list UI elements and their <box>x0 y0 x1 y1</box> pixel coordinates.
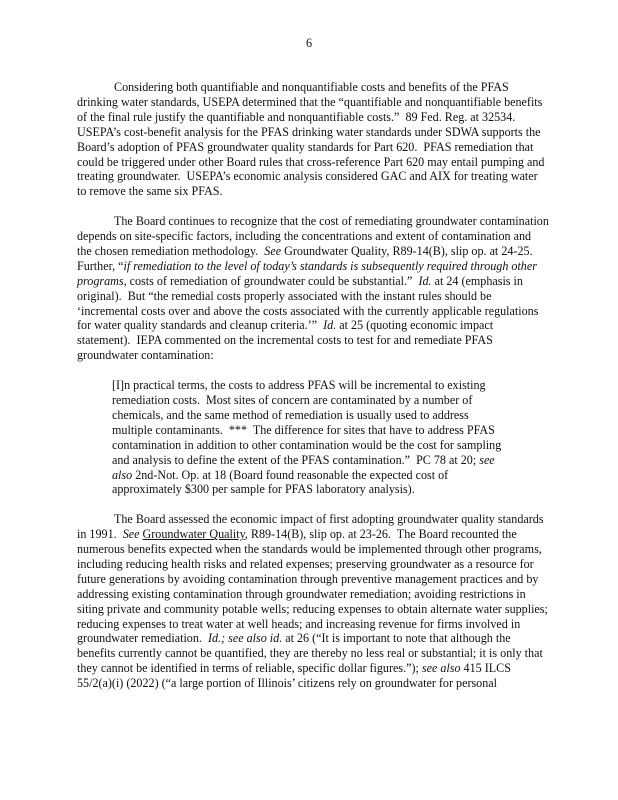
italic-text: Id. <box>323 318 337 333</box>
text-line <box>77 676 547 691</box>
text-line <box>77 348 547 363</box>
document-body <box>77 80 547 706</box>
text-segment: to remove the same six PFAS. <box>77 184 223 199</box>
italic-text: programs <box>77 273 124 288</box>
text-segment: the chosen remediation methodology. <box>77 243 265 258</box>
text-segment: chemicals, and the same method of remediation is usually used to address <box>112 407 469 422</box>
italic-text: Id. <box>418 273 432 288</box>
text-segment: 2nd-Not. Op. at 18 (Board found reasonable the expected cost of <box>132 467 449 482</box>
text-line <box>112 438 547 453</box>
paragraph <box>77 80 547 199</box>
text-line <box>77 661 547 676</box>
italic-text: see <box>479 452 495 467</box>
text-line <box>77 169 547 184</box>
text-line <box>77 95 547 110</box>
text-line <box>77 587 547 602</box>
text-segment: [I]n practical terms, the costs to address PFAS will be incremental to existing <box>112 378 486 393</box>
text-segment: ‘incremental costs over and above the costs associated with the currently applicable regulations <box>77 303 539 318</box>
text-line <box>112 453 547 468</box>
text-segment: contamination in addition to other contamination would be the cost for sampling <box>112 437 502 452</box>
paragraph <box>77 512 547 691</box>
text-line <box>77 125 547 140</box>
text-segment: treating groundwater. USEPA’s economic analysis considered GAC and AIX for treating water <box>77 169 538 184</box>
text-segment: The Board continues to recognize that the cost of remediating groundwater contamination <box>114 214 549 229</box>
text-segment: statement). IEPA commented on the incremental costs to test for and remediate PFAS <box>77 333 493 348</box>
text-line <box>112 468 547 483</box>
text-segment: groundwater remediation. <box>77 631 208 646</box>
text-segment: reducing expenses to treat water at well heads; and increasing revenue for firms involved in <box>77 616 521 631</box>
italic-text: if remediation to the level of today’s standards is subsequently required through other <box>123 258 537 273</box>
text-line <box>77 602 547 617</box>
text-line <box>77 214 547 229</box>
text-line <box>77 80 547 95</box>
text-line <box>77 244 547 259</box>
text-line <box>77 274 547 289</box>
text-segment: original). But “the remedial costs properly associated with the instant rules should be <box>77 288 492 303</box>
text-segment: including reducing health risks and related expenses; preserving groundwater as a resource for <box>77 556 534 571</box>
text-line <box>112 408 547 423</box>
text-segment: multiple contaminants. *** The difference for sites that have to address PFAS <box>112 422 495 437</box>
text-line <box>77 512 547 527</box>
text-line <box>112 423 547 438</box>
text-line <box>77 617 547 632</box>
text-line <box>77 646 547 661</box>
text-line <box>112 378 547 393</box>
italic-text: see also <box>421 661 461 676</box>
text-segment: depends on site-specific factors, including the concentrations and extent of contamination and <box>77 229 532 244</box>
text-segment: Considering both quantifiable and nonquantifiable costs and benefits of the PFAS <box>114 80 509 94</box>
text-segment: siting private and community potable wells; reducing expenses to obtain alternate water supplies; <box>77 601 548 616</box>
text-segment: benefits currently cannot be quantified, they are thereby no less real or substantial; it is only that <box>77 646 543 661</box>
italic-text: Id.; see also id. <box>207 631 283 646</box>
text-segment: future generations by avoiding contamination through preventive management practices and by <box>77 571 539 586</box>
italic-text: also <box>112 467 133 482</box>
text-line <box>77 631 547 646</box>
text-line <box>77 229 547 244</box>
text-segment: drinking water standards, USEPA determined that the “quantifiable and nonquantifiable benefits <box>77 94 543 109</box>
text-line <box>112 393 547 408</box>
text-line <box>77 140 547 155</box>
text-segment: approximately $300 per sample for PFAS laboratory analysis). <box>112 482 415 497</box>
text-line <box>77 110 547 125</box>
text-segment: , costs of remediation of groundwater could be substantial.” <box>123 273 419 288</box>
text-segment: in 1991. <box>77 527 123 542</box>
underlined-text: Groundwater Quality <box>142 527 245 542</box>
text-segment: addressing existing contamination through groundwater remediation; avoiding restrictions in <box>77 586 526 601</box>
text-line <box>77 304 547 319</box>
text-line <box>77 527 547 542</box>
text-line <box>77 318 547 333</box>
text-segment: at 26 (“It is important to note that although the <box>282 631 511 646</box>
text-line <box>112 482 547 497</box>
text-segment: 55/2(a)(i) (2022) (“a large portion of Illinois’ citizens rely on groundwater for personal <box>77 676 498 691</box>
text-line <box>77 333 547 348</box>
text-line <box>77 155 547 170</box>
text-line <box>77 184 547 199</box>
text-line <box>77 572 547 587</box>
text-line <box>77 557 547 572</box>
text-segment: numerous benefits expected when the standards would be implemented through other programs, <box>77 542 542 557</box>
text-segment: for water quality standards and cleanup criteria.’” <box>77 318 324 333</box>
italic-text: See <box>264 243 282 258</box>
paragraph <box>77 214 547 363</box>
text-line <box>77 259 547 274</box>
text-segment: at 25 (quoting economic impact <box>336 318 494 333</box>
text-segment: Board’s adoption of PFAS groundwater quality standards for Part 620. PFAS remediation that <box>77 139 534 154</box>
block-quote <box>112 378 547 497</box>
text-segment: Further, “ <box>77 258 124 273</box>
text-segment: , R89-14(B), slip op. at 23-26. The Board recounted the <box>244 527 517 542</box>
page-number: 6 <box>305 36 313 50</box>
text-segment: The Board assessed the economic impact of first adopting groundwater quality standards <box>114 512 544 527</box>
text-segment: USEPA’s cost-benefit analysis for the PFAS drinking water standards under SDWA supports the <box>77 124 541 139</box>
text-segment: and analysis to define the extent of the PFAS contamination.” PC 78 at 20; <box>112 452 480 467</box>
text-segment: at 24 (emphasis in <box>431 273 523 288</box>
text-segment: Groundwater Quality, R89-14(B), slip op. at 24-25. <box>281 243 533 258</box>
text-segment: could be triggered under other Board rules that cross-reference Part 620 may entail pumping and <box>77 154 545 169</box>
text-segment: they cannot be identified in terms of reliable, specific dollar figures.”); <box>77 661 422 676</box>
text-segment: of the final rule justify the quantifiable and nonquantifiable costs.” 89 Fed. Reg. at 32534. <box>77 109 516 124</box>
text-line <box>77 289 547 304</box>
text-line <box>77 542 547 557</box>
text-segment: 415 ILCS <box>460 661 511 676</box>
italic-text: See <box>122 527 140 542</box>
text-segment: remediation costs. Most sites of concern are contaminated by a number of <box>112 393 473 407</box>
text-segment: groundwater contamination: <box>77 348 214 363</box>
